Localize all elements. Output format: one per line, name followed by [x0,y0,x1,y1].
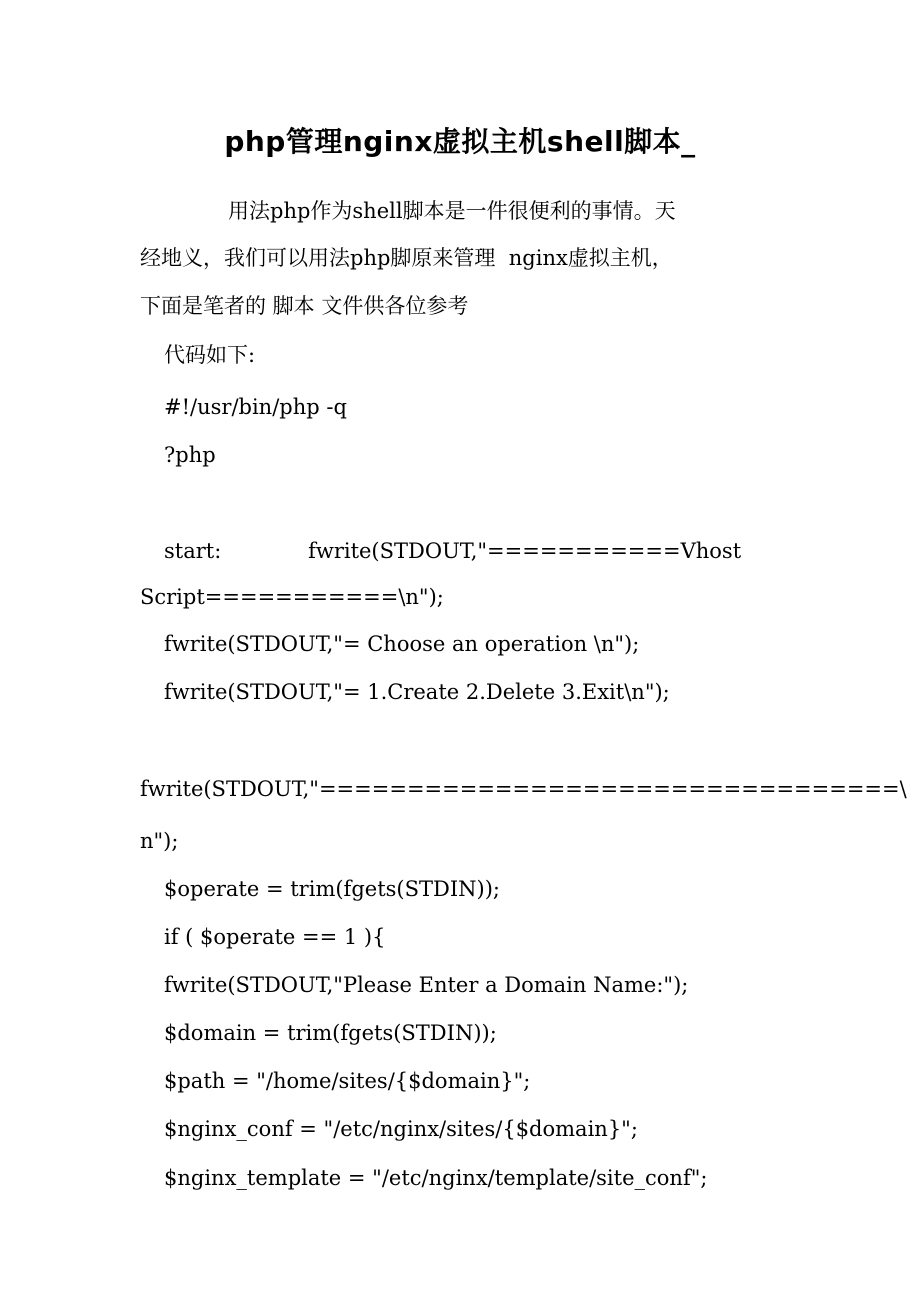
code-line-options: fwrite(STDOUT,"= 1.Create 2.Delete 3.Exit\n"); [164,680,670,704]
code-line-shebang: #!/usr/bin/php -q [164,395,347,419]
code-line-separator: fwrite(STDOUT,"=================================\ [140,777,907,801]
code-line-start: start: fwrite(STDOUT,"===========Vhost [164,539,742,563]
code-line-choose: fwrite(STDOUT,"= Choose an operation \n"); [164,632,640,656]
code-line-php-open: ?php [164,443,216,467]
intro-line-3: 下面是笔者的 脚本 文件供各位参考 [140,294,469,318]
code-line-operate: $operate = trim(fgets(STDIN)); [164,877,500,901]
code-line-domain: $domain = trim(fgets(STDIN)); [164,1021,497,1045]
code-line-start-cont: Script===========\n"); [140,585,444,609]
code-line-nginx-template: $nginx_template = "/etc/nginx/template/site_conf"; [164,1166,708,1190]
code-line-if: if ( $operate == 1 ){ [164,925,386,949]
code-line-path: $path = "/home/sites/{$domain}"; [164,1069,531,1093]
code-line-nginx-conf: $nginx_conf = "/etc/nginx/sites/{$domain}"; [164,1117,638,1141]
intro-line-1: 用法php作为shell脚本是一件很便利的事情。天 [228,199,676,223]
code-heading: 代码如下: [164,343,256,367]
page-title: php管理nginx虚拟主机shell脚本_ [224,125,696,158]
intro-line-2: 经地义，我们可以用法php脚原来管理 nginx虚拟主机， [140,246,673,270]
code-line-prompt-domain: fwrite(STDOUT,"Please Enter a Domain Name:"); [164,973,689,997]
code-line-separator-cont: n"); [140,829,179,853]
